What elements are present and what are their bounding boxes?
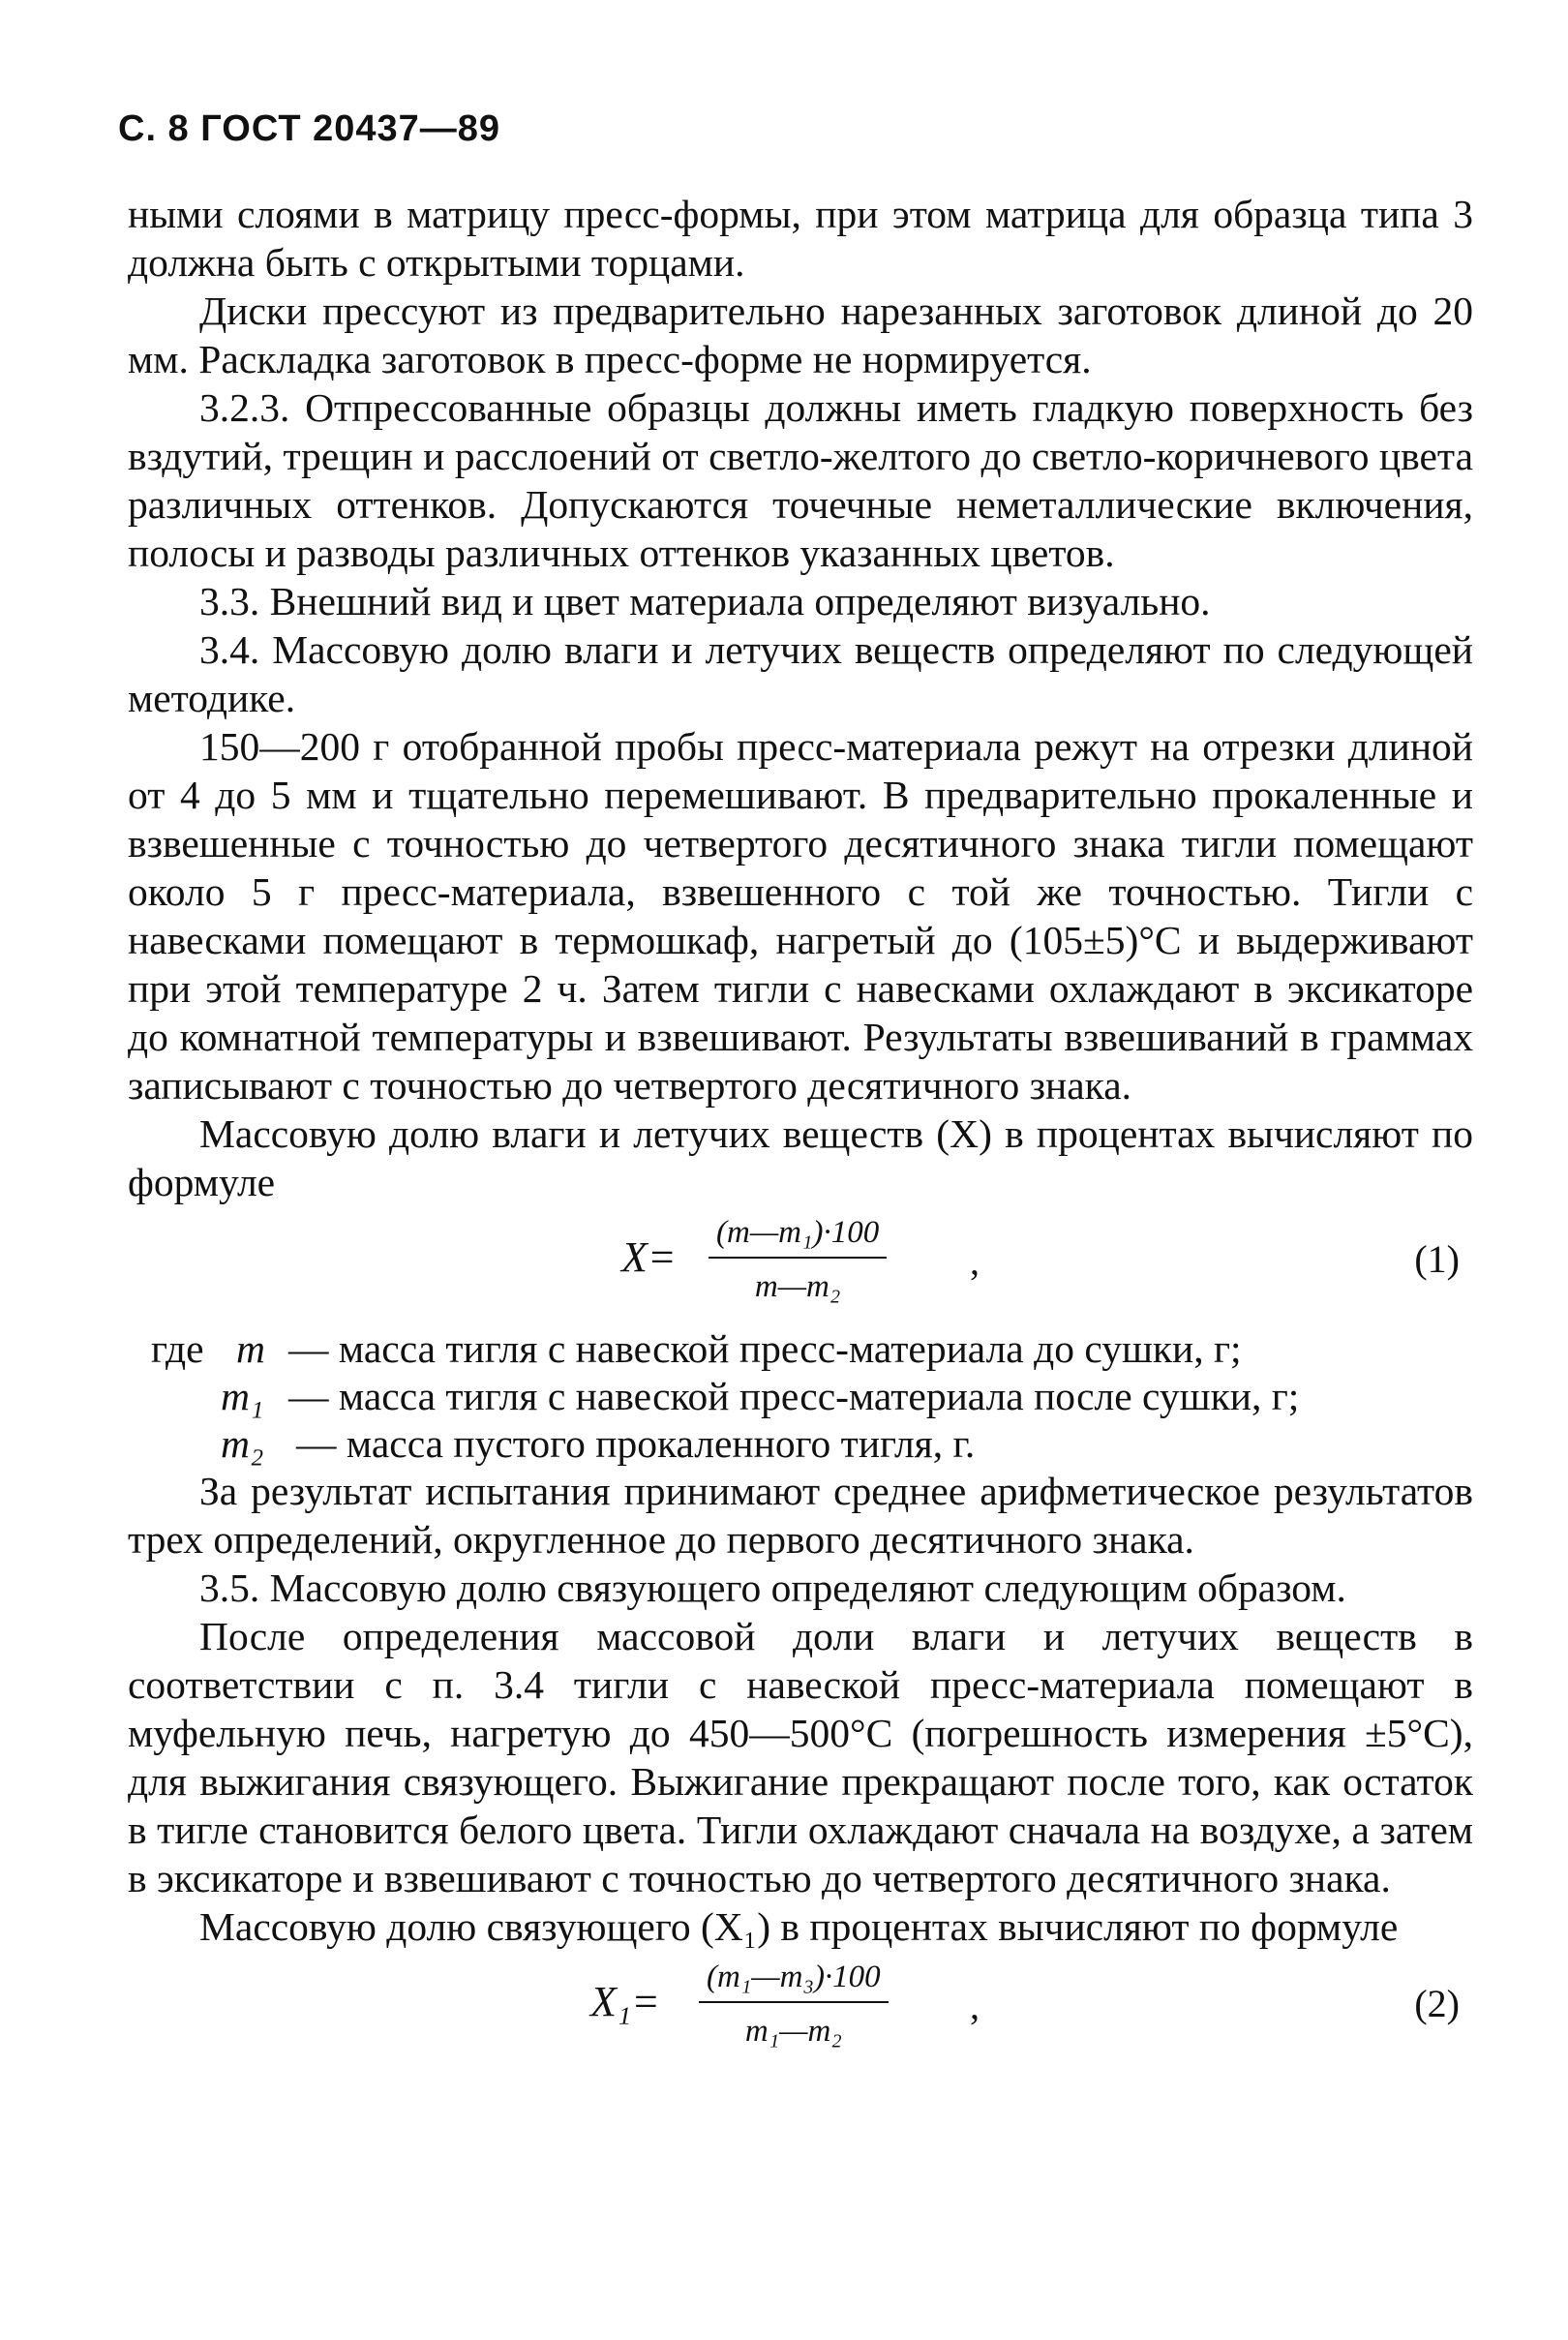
where-label: где	[151, 1326, 204, 1371]
definition-row	[128, 1419, 1473, 1467]
paragraph: 3.2.3. Отпрессованные образцы должны иметь гладкую поверхность без вздутий, трещин и расслоений от светло-желтого до светло-коричневого цвета различных оттенков. Допускаются точечные неметаллические включения, полосы и разводы различных оттенков указанных цветов.	[128, 385, 1473, 575]
formula-1	[128, 1208, 1473, 1321]
definition-text: — масса тигля с навеской пресс-материала до сушки, г;	[288, 1326, 1242, 1371]
paragraph: 150—200 г отобранной пробы пресс-материала режут на отрезки длиной от 4 до 5 мм и тщательно перемешивают. В предварительно прокаленные и взвешенные с точностью до четвертого десятичного знака тигли помещают около 5 г пресс-материала, взвешенного с той же точностью. Тигли с навесками помещают в термошкаф, нагретый до (105±5)°С и выдерживают при этой температуре 2 ч. Затем тигли с навесками охлаждают в эксикаторе до комнатной температуры и взвешивают. Результаты взвешиваний в граммах записывают с точностью до четвертого десятичного знака.	[128, 724, 1473, 1108]
formula-1-number: (1)	[1414, 1237, 1460, 1281]
paragraph: Диски прессуют из предварительно нарезанных заготовок длиной до 20 мм. Раскладка заготовок в пресс-форме не нормируется.	[128, 289, 1473, 381]
formula-1-lhs: X=	[621, 1233, 677, 1281]
paragraph: 3.5. Массовую долю связующего определяют следующим образом.	[199, 1565, 1346, 1610]
definition-row	[128, 1372, 1473, 1419]
paragraph: 3.4. Массовую долю влаги и летучих веществ определяют по следующей методике.	[128, 627, 1473, 720]
formula-2-fraction	[699, 1953, 889, 2055]
definition-variable: m	[236, 1326, 265, 1371]
definition-text: — масса тигля с навеской пресс-материала после сушки, г;	[288, 1374, 1300, 1418]
formula-2-denominator: m₁—m₂	[744, 2014, 842, 2049]
formula-2-comma: ,	[970, 1984, 980, 2027]
formula-2-lhs: X₁=	[590, 1978, 660, 2025]
formula-1-denominator: m—m₂	[754, 1269, 841, 1304]
definition-variable: m₂	[221, 1421, 264, 1466]
paragraph: После определения массовой доли влаги и летучих веществ в соответствии с п. 3.4 тигли с навеской пресс-материала помещают в муфельную печь, нагретую до 450—500°С (погрешность измерения ±5°С), для выжигания связующего. Выжигание прекращают после того, как остаток в тигле становится белого цвета. Тигли охлаждают сначала на воздухе, а затем в эксикаторе и взвешивают с точностью до четвертого десятичного знака.	[128, 1614, 1473, 1900]
formula-1-numerator: (m—m₁)·100	[709, 1208, 887, 1259]
variable-definitions	[128, 1324, 1473, 1467]
formula-2-numerator: (m₁—m₃)·100	[699, 1953, 889, 2003]
paragraph: За результат испытания принимают среднее арифметическое результатов трех определений, округленное до первого десятичного знака.	[128, 1469, 1473, 1562]
formula-1-comma: ,	[970, 1239, 980, 1283]
paragraph: 3.3. Внешний вид и цвет материала определяют визуально.	[199, 579, 1211, 623]
document-body	[128, 190, 1473, 2069]
formula-2-number: (2)	[1414, 1982, 1460, 2025]
definition-row	[128, 1324, 1473, 1372]
definition-variable: m₁	[221, 1374, 264, 1418]
page-header: С. 8 ГОСТ 20437—89	[118, 108, 501, 149]
paragraph: ными слоями в матрицу пресс-формы, при этом матрица для образца типа 3 должна быть с открытыми торцами.	[128, 192, 1473, 285]
formula-1-fraction	[709, 1208, 887, 1311]
definition-text: — масса пустого прокаленного тигля, г.	[296, 1421, 976, 1466]
paragraph: Массовую долю связующего (X₁) в процентах вычисляют по формуле	[199, 1904, 1399, 1949]
paragraph: Массовую долю влаги и летучих веществ (X) в процентах вычисляют по формуле	[128, 1111, 1473, 1204]
formula-2	[128, 1953, 1473, 2065]
